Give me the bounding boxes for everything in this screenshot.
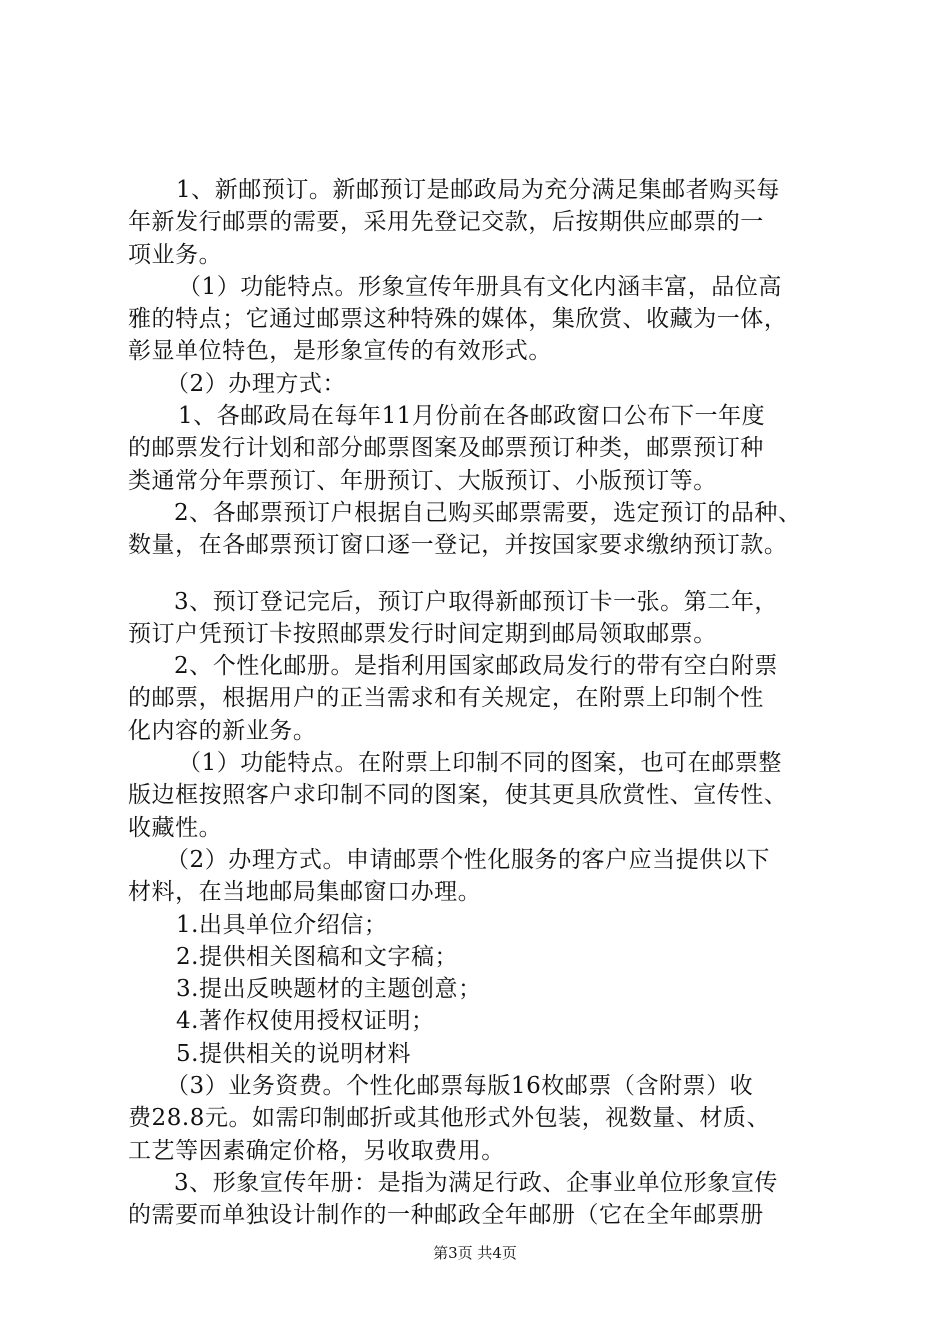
text-line: （1）功能特点。形象宣传年册具有文化内涵丰富，品位高 [178,273,782,300]
text-line: 预订户凭预订卡按照邮票发行时间定期到邮局领取邮票。 [128,620,717,647]
text-line: 版边框按照客户求印制不同的图案，使其更具欣赏性、宣传性、 [128,782,788,809]
text-line: 2、各邮票预订户根据自己购买邮票需要，选定预订的品种、 [174,499,802,526]
text-line: 化内容的新业务。 [128,717,317,744]
text-line: 1、新邮预订。新邮预订是邮政局为充分满足集邮者购买每 [176,177,780,203]
text-line: （2）办理方式。申请邮票个性化服务的客户应当提供以下 [166,846,770,873]
text-line: 年新发行邮票的需要，采用先登记交款，后按期供应邮票的一 [128,209,764,236]
text-line: （3）业务资费。个性化邮票每版16枚邮票（含附票）收 [166,1073,754,1100]
text-line: 雅的特点；它通过邮票这种特殊的媒体，集欣赏、收藏为一体， [128,306,788,333]
text-line: 3、预订登记完后，预订户取得新邮预订卡一张。第二年， [174,588,778,615]
text-line: 彰显单位特色，是形象宣传的有效形式。 [128,338,552,365]
text-line: 材料，在当地邮局集邮窗口办理。 [128,879,482,906]
text-line: 数量，在各邮票预订窗口逐一登记，并按国家要求缴纳预订款。 [128,532,788,559]
paragraph-gap [128,562,832,586]
text-line: （2）办理方式： [166,370,347,397]
text-line: 的邮票，根据用户的正当需求和有关规定，在附票上印制个性 [128,685,764,712]
text-line: 1、各邮政局在每年11月份前在各邮政窗口公布下一年度 [178,403,766,430]
text-line: 的邮票发行计划和部分邮票图案及邮票预订种类，邮票预订种 [128,435,764,462]
text-line: 工艺等因素确定价格，另收取费用。 [128,1137,505,1164]
page-footer: 第3页 共4页 [433,1244,517,1262]
text-line: 1.出具单位介绍信； [176,911,388,938]
text-line: 项业务。 [128,241,223,268]
document-body [128,174,832,1232]
text-line: 5.提供相关的说明材料 [176,1040,411,1067]
text-line: 费28.8元。如需印制邮折或其他形式外包装，视数量、材质、 [128,1105,771,1132]
text-line: 收藏性。 [128,814,223,841]
text-line: 2、个性化邮册。是指利用国家邮政局发行的带有空白附票 [174,653,778,680]
text-line: 的需要而单独设计制作的一种邮政全年邮册（它在全年邮票册 [128,1202,764,1229]
text-line: 3、形象宣传年册：是指为满足行政、企事业单位形象宣传 [174,1169,778,1196]
text-line: 3.提出反映题材的主题创意； [176,976,482,1003]
text-line: （1）功能特点。在附票上印制不同的图案，也可在邮票整 [178,750,782,777]
text-line: 类通常分年票预订、年册预订、大版预订、小版预订等。 [128,467,717,494]
text-line: 4.著作权使用授权证明； [176,1008,435,1035]
text-line: 2.提供相关图稿和文字稿； [176,943,459,970]
